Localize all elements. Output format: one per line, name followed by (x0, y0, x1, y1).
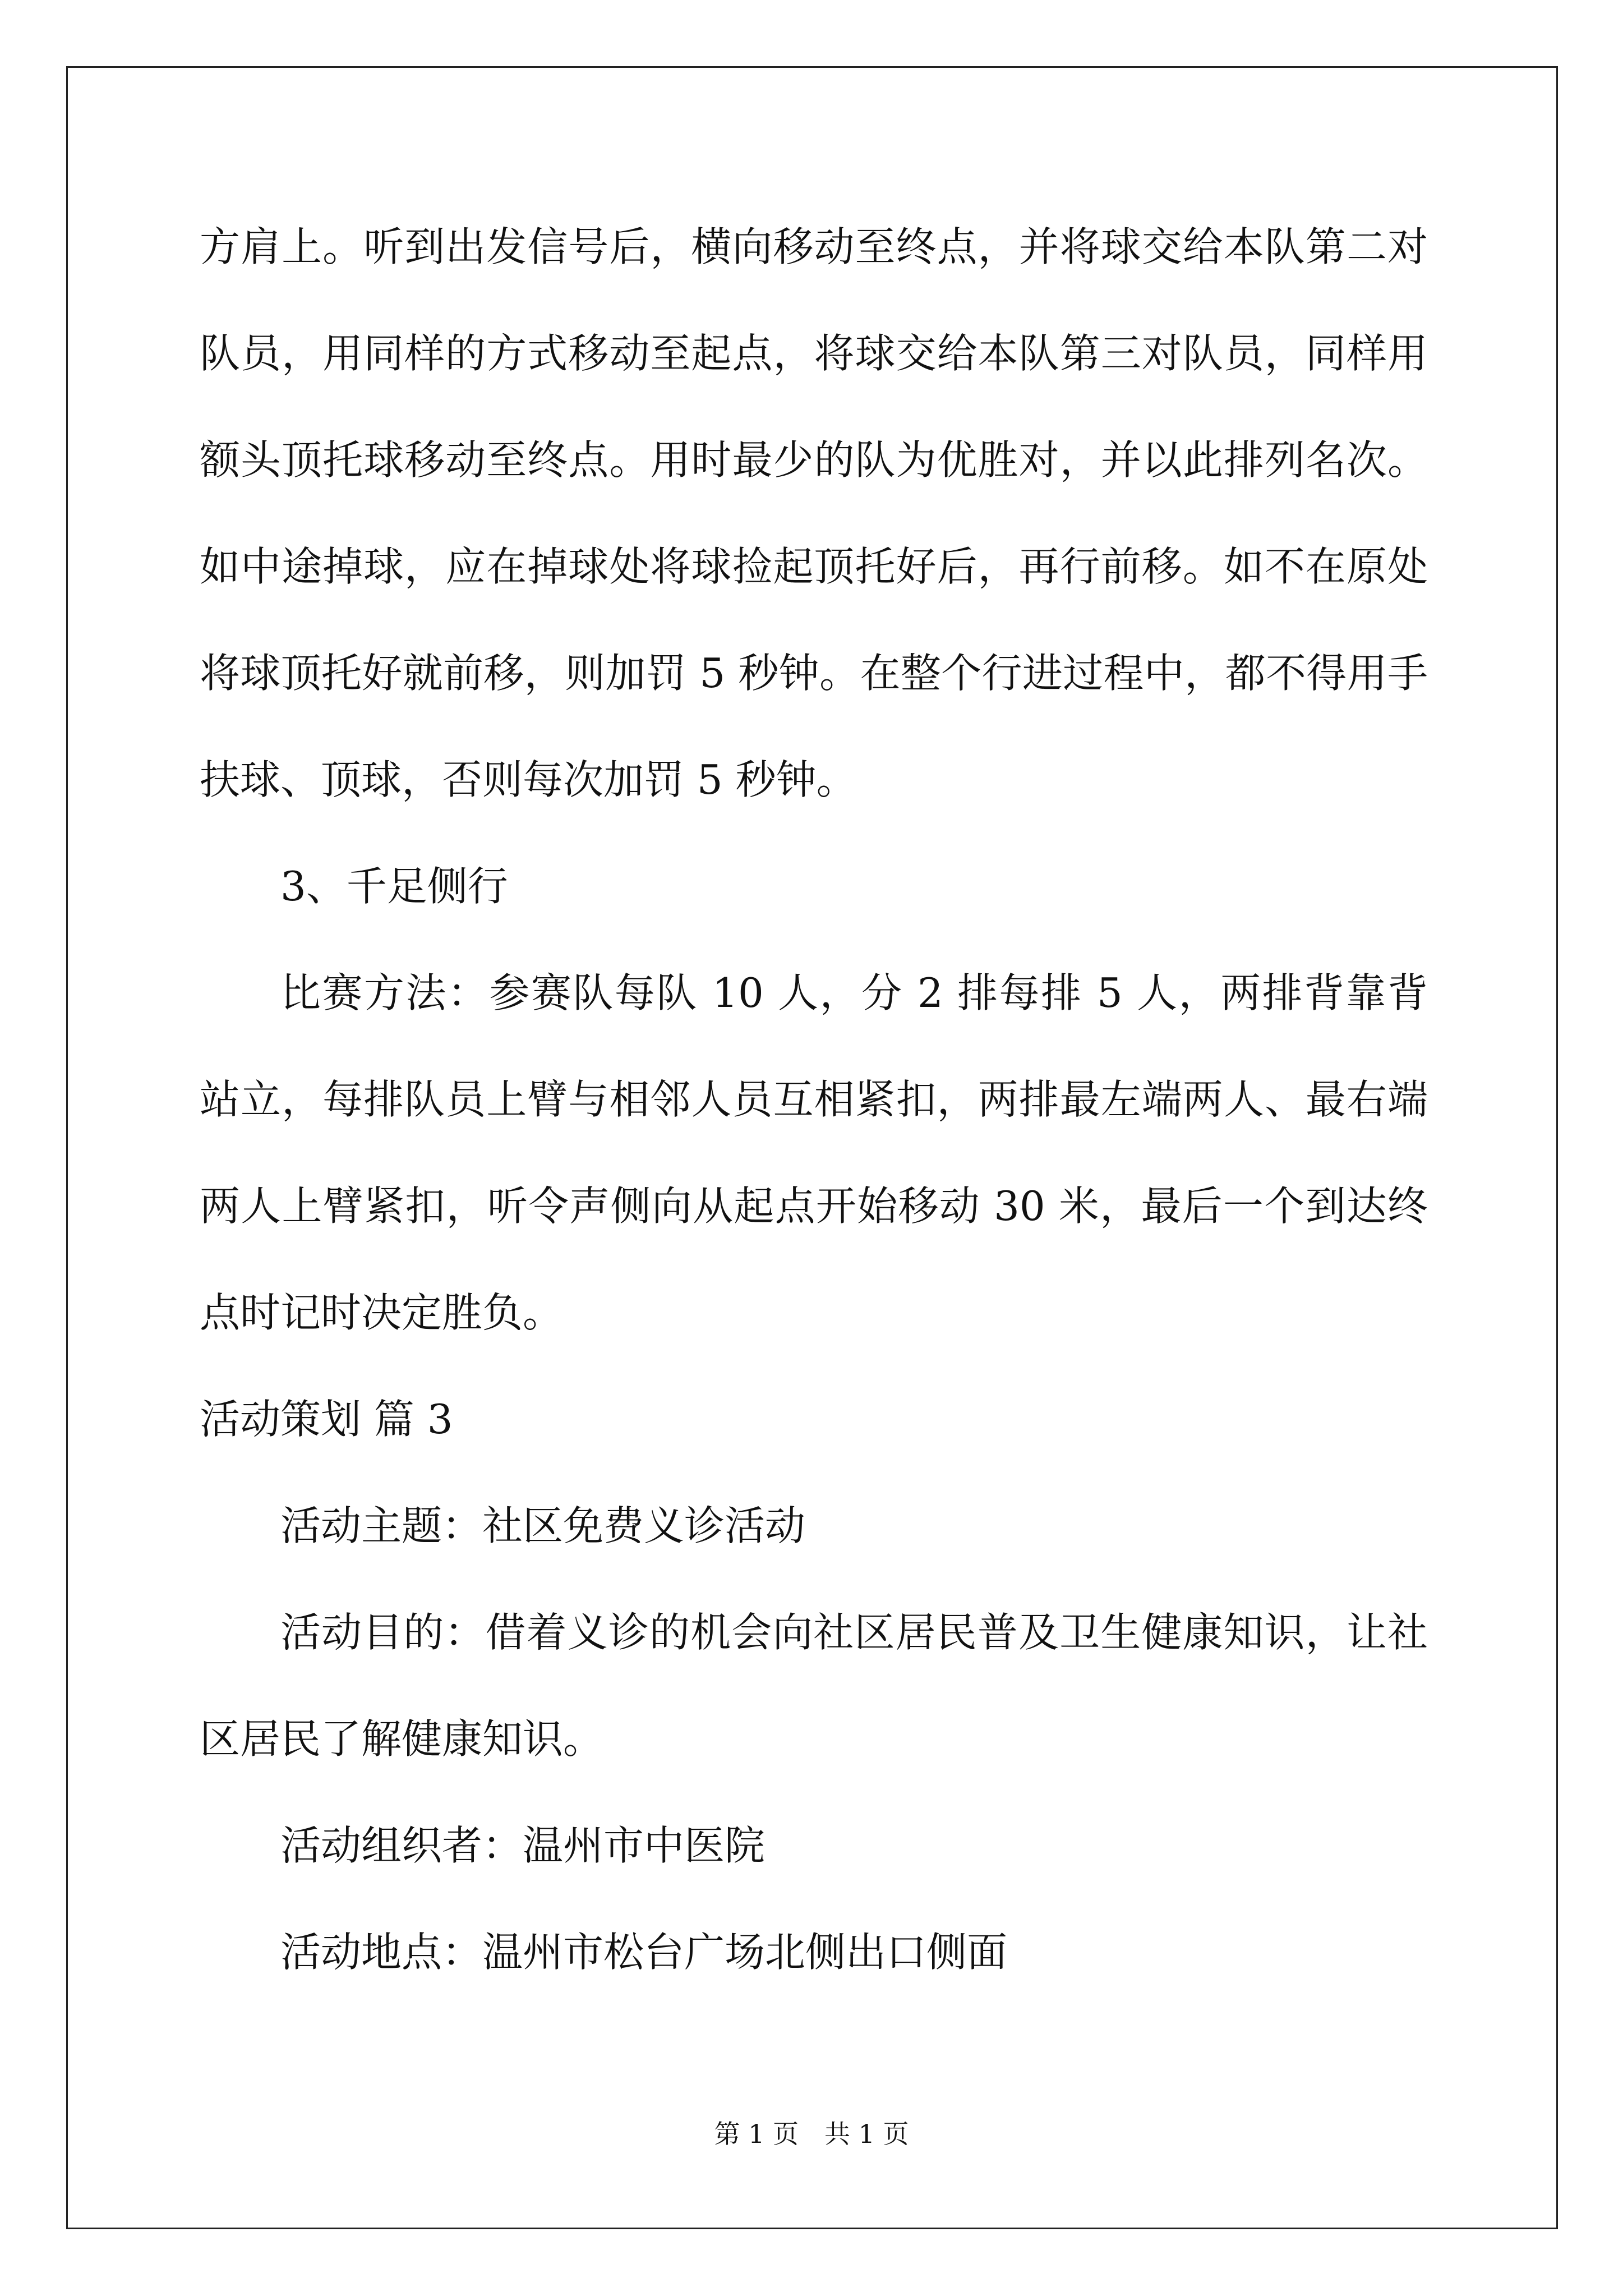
document-body (200, 194, 1428, 2005)
paragraph-competition-method: 比赛方法：参赛队每队 10 人，分 2 排每排 5 人，两排背靠背站立，每排队员上臂与相邻人员互相紧扣，两排最左端两人、最右端两人上臂紧扣，听令声侧向从起点开始移动 30 米，最后一个到达终点时记时决定胜负。 (200, 969, 1428, 1336)
paragraph-activity-location: 活动地点：温州市松台广场北侧出口侧面 (280, 1929, 1008, 1976)
paragraph-activity-theme: 活动主题：社区免费义诊活动 (280, 1502, 806, 1549)
paragraph-activity-purpose: 活动目的：借着义诊的机会向社区居民普及卫生健康知识，让社区居民了解健康知识。 (200, 1609, 1428, 1763)
paragraph-relay-rules: 方肩上。听到出发信号后，横向移动至终点，并将球交给本队第二对队员，用同样的方式移动至起点，将球交给本队第三对队员，同样用额头顶托球移动至终点。用时最少的队为优胜对，并以此排列名次。如中途掉球，应在掉球处将球捡起顶托好后，再行前移。如不在原处将球顶托好就前移，则加罚 5 秒钟。在整个行进过程中，都不得用手扶球、顶球，否则每次加罚 5 秒钟。 (200, 223, 1428, 803)
page-number-footer: 第 1 页 共 1 页 (714, 2119, 909, 2149)
section-title-plan-3: 活动策划 篇 3 (200, 1396, 453, 1443)
section-heading-thousand-feet: 3、千足侧行 (280, 863, 508, 910)
paragraph-activity-organizer: 活动组织者：温州市中医院 (280, 1822, 766, 1869)
